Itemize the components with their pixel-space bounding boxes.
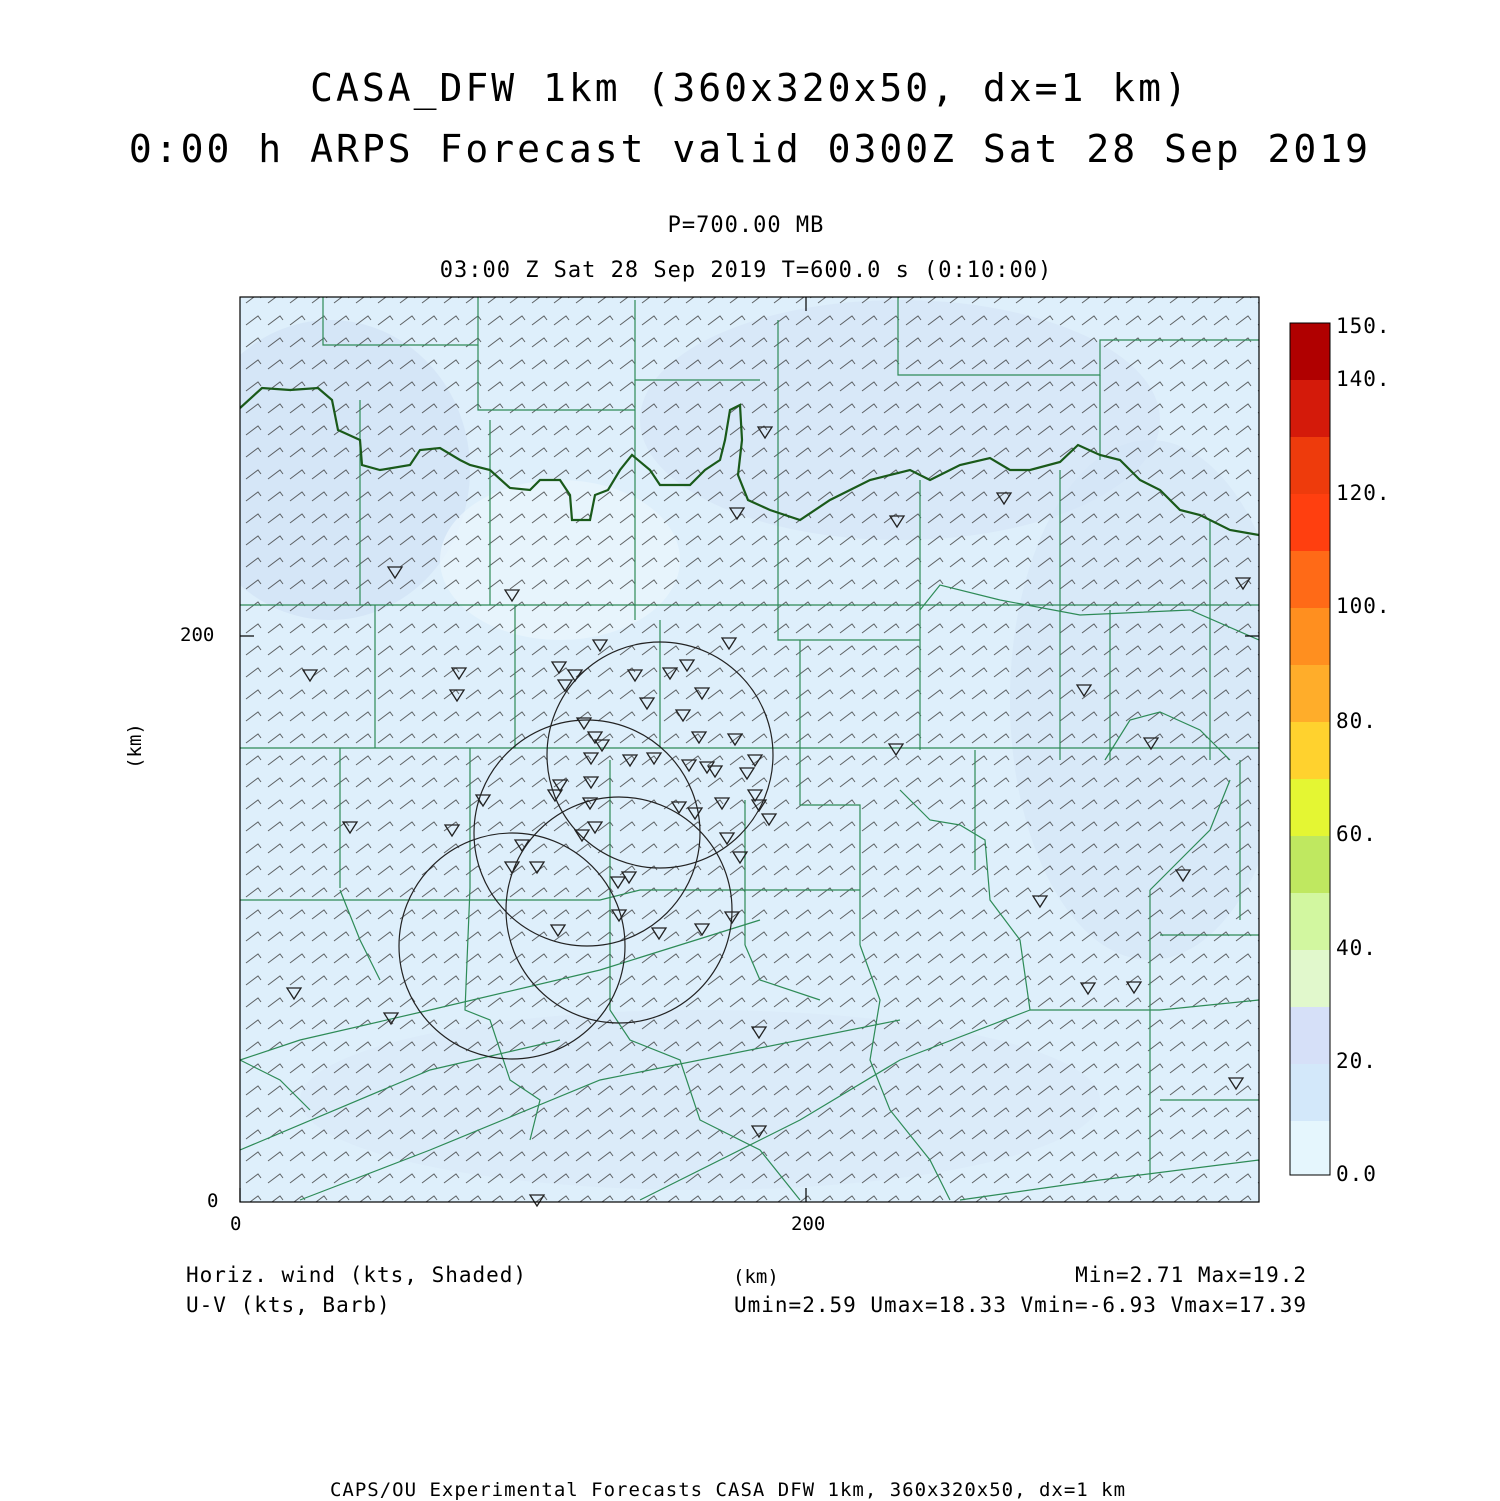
colorbar-label: 20.: [1336, 1049, 1377, 1073]
y-tick-label: 200: [180, 624, 215, 646]
colorbar-segment: [1290, 551, 1330, 608]
legend-minmax: Min=2.71 Max=19.2: [1075, 1263, 1307, 1287]
colorbar-segment: [1290, 494, 1330, 551]
colorbar-segment: [1290, 1064, 1330, 1121]
colorbar-label: 140.: [1336, 367, 1391, 391]
y-tick-label: 0: [207, 1190, 219, 1212]
legend-uv-range: Umin=2.59 Umax=18.33 Vmin=-6.93 Vmax=17.39: [733, 1293, 1307, 1317]
colorbar: [1290, 323, 1330, 1175]
colorbar-segment: [1290, 1121, 1330, 1175]
colorbar-segment: [1290, 380, 1330, 437]
valid-time: 03:00 Z Sat 28 Sep 2019 T=600.0 s (0:10:00): [439, 258, 1053, 283]
colorbar-segment: [1290, 779, 1330, 836]
plot-title-line1: CASA_DFW 1km (360x320x50, dx=1 km): [310, 66, 1190, 110]
colorbar-label: 0.0: [1336, 1162, 1377, 1186]
colorbar-segment: [1290, 950, 1330, 1007]
colorbar-segment: [1290, 665, 1330, 722]
colorbar-segment: [1290, 893, 1330, 950]
x-tick-label: 200: [791, 1213, 826, 1235]
colorbar-segment: [1290, 722, 1330, 779]
pressure-level: P=700.00 MB: [667, 213, 825, 238]
colorbar-label: 60.: [1336, 822, 1377, 846]
x-axis-label: (km): [733, 1266, 779, 1288]
colorbar-label: 150.: [1336, 314, 1391, 338]
y-axis-label: (km): [123, 723, 146, 769]
legend-barb: U-V (kts, Barb): [186, 1293, 391, 1317]
x-tick-label: 0: [230, 1213, 242, 1235]
colorbar-segment: [1290, 608, 1330, 665]
wind-barbs: [240, 297, 1259, 1202]
plot-title-line2: 0:00 h ARPS Forecast valid 0300Z Sat 28 Sep 2019: [128, 127, 1372, 171]
colorbar-label: 80.: [1336, 709, 1377, 733]
legend-shaded: Horiz. wind (kts, Shaded): [186, 1263, 528, 1287]
colorbar-segment: [1290, 836, 1330, 893]
footer-credit: CAPS/OU Experimental Forecasts CASA DFW 1km, 360x320x50, dx=1 km: [329, 1479, 1127, 1501]
colorbar-segment: [1290, 1007, 1330, 1064]
colorbar-segment: [1290, 323, 1330, 380]
colorbar-label: 40.: [1336, 936, 1377, 960]
colorbar-label: 100.: [1336, 594, 1391, 618]
colorbar-segment: [1290, 437, 1330, 494]
colorbar-label: 120.: [1336, 481, 1391, 505]
